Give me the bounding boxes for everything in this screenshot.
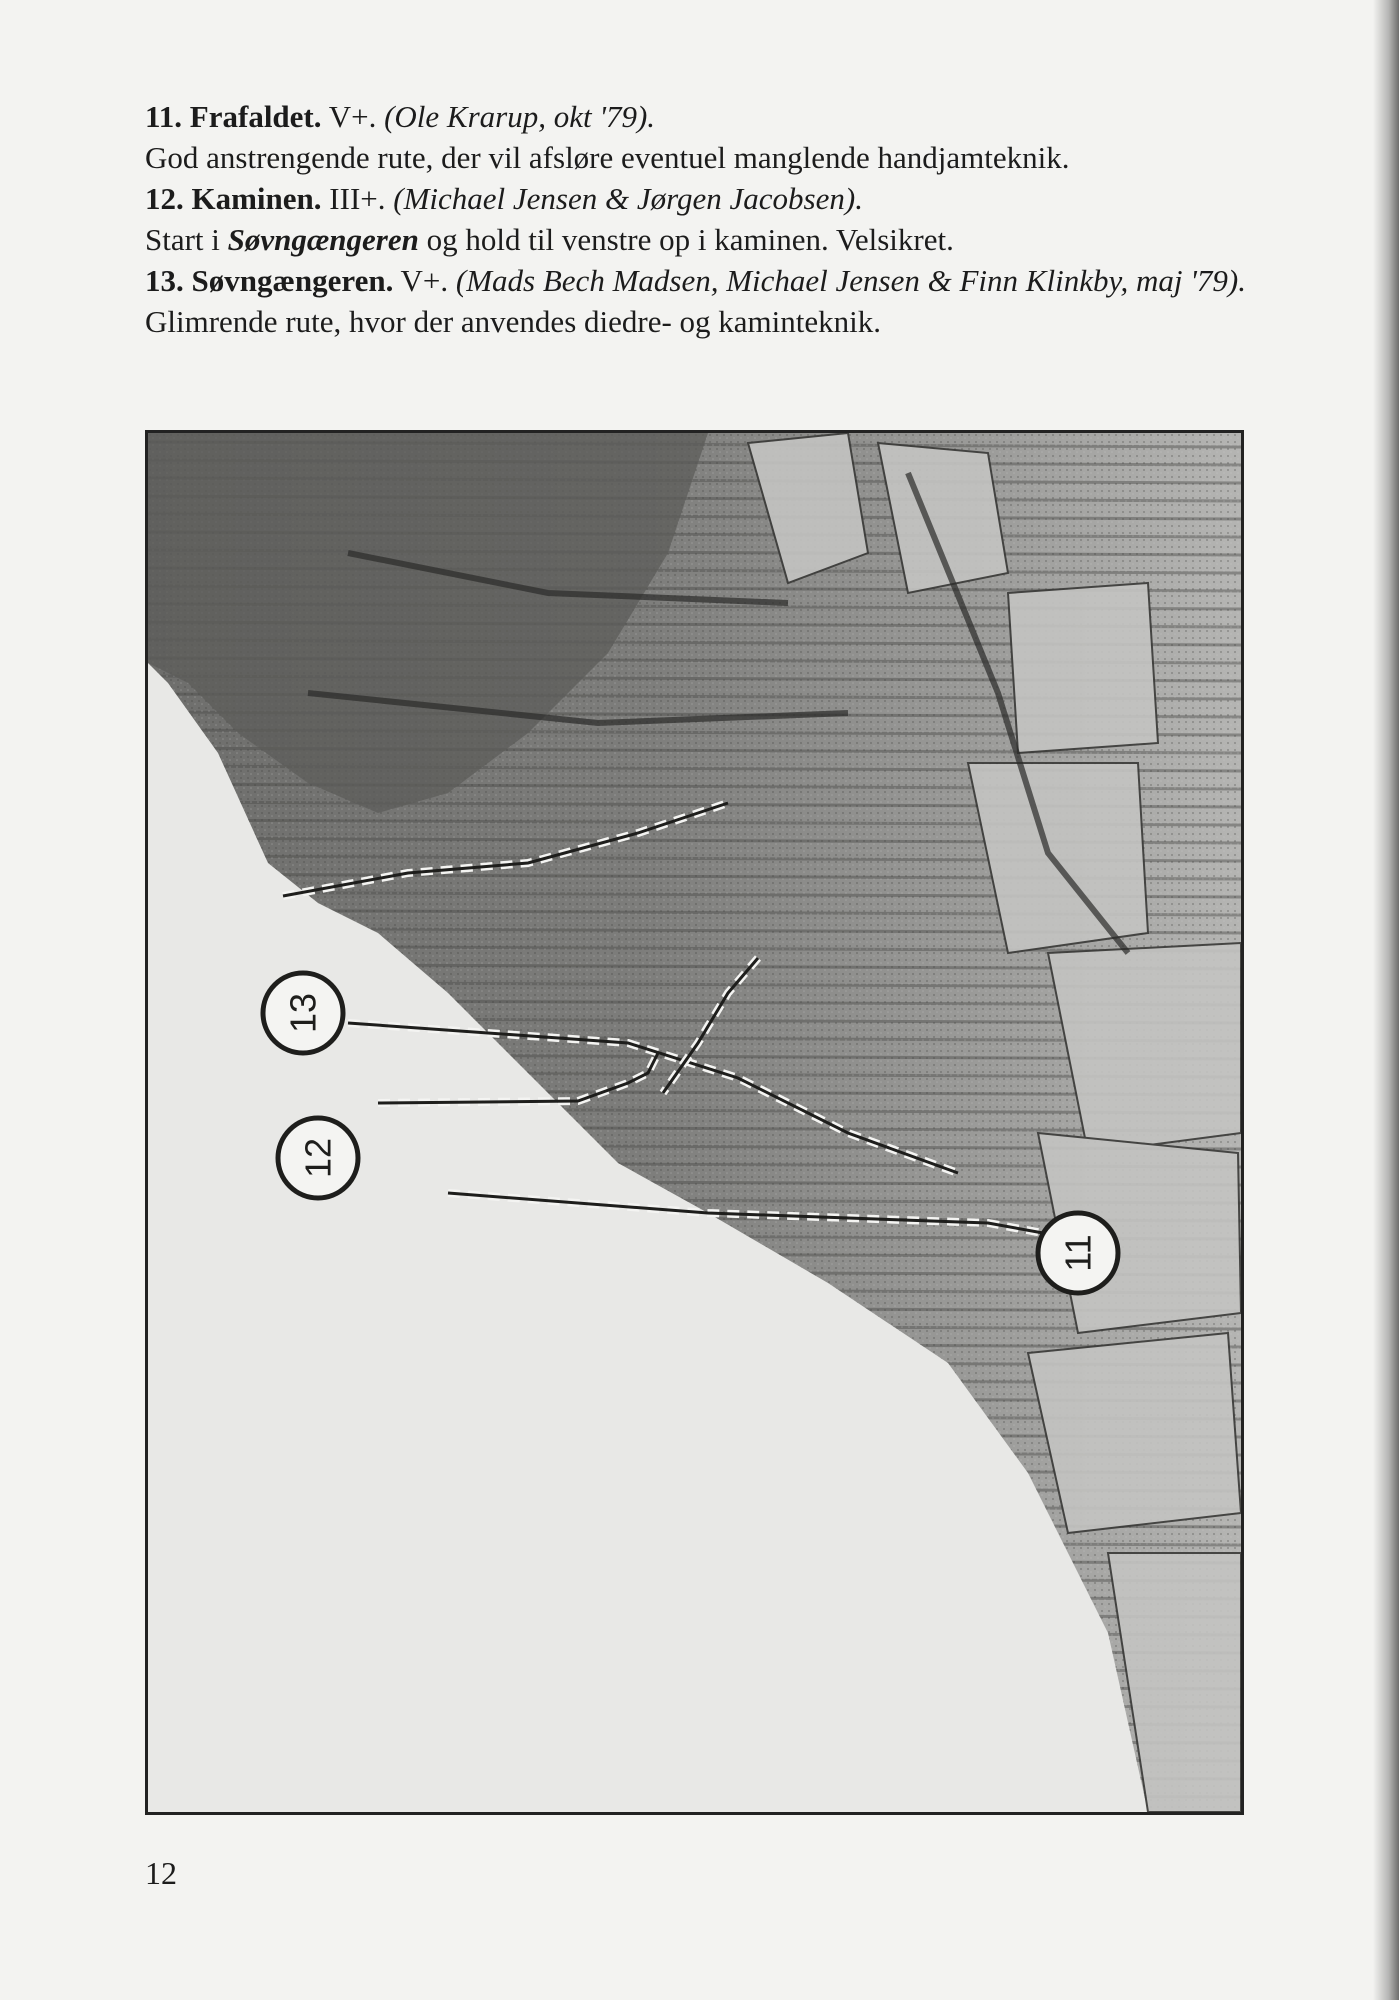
route-12-heading [145, 178, 1265, 219]
route-name: Søvngængeren. [191, 263, 394, 298]
route-marker-13 [263, 973, 343, 1053]
route-grade: V+. [400, 263, 449, 298]
route-credit: (Michael Jensen & Jørgen Jacobsen). [393, 181, 863, 216]
description-text: Start i [145, 222, 220, 257]
route-marker-label: 11 [1057, 1234, 1099, 1272]
route-11-description: God anstrengende rute, der vil afsløre eventuel manglende handjamteknik. [145, 140, 1070, 175]
route-name: Kaminen. [191, 181, 322, 216]
route-13-heading [145, 260, 1265, 301]
route-marker-label: 13 [282, 992, 324, 1034]
route-number: 12. [145, 181, 184, 216]
route-marker-11 [1038, 1213, 1118, 1293]
route-number: 13. [145, 263, 184, 298]
description-text: og hold til venstre op i kaminen. Velsikret. [426, 222, 954, 257]
cliff-photo-illustration [148, 433, 1241, 1812]
route-descriptions [145, 96, 1265, 342]
route-credit: (Mads Bech Madsen, Michael Jensen & Finn Klinkby, maj '79). [455, 263, 1246, 298]
page-number: 12 [145, 1855, 177, 1891]
cliff-route-photo [145, 430, 1244, 1815]
route-grade: V+. [328, 99, 377, 134]
route-13-description: Glimrende rute, hvor der anvendes diedre- og kaminteknik. [145, 304, 882, 339]
route-credit: (Ole Krarup, okt '79). [384, 99, 656, 134]
route-grade: III+. [329, 181, 386, 216]
page-edge-shadow [1373, 0, 1399, 2000]
route-marker-12 [278, 1118, 358, 1198]
route-marker-label: 12 [297, 1137, 339, 1179]
route-12-description [145, 219, 1265, 260]
route-11-heading [145, 96, 1265, 137]
route-number: 11. [145, 99, 183, 134]
route-reference: Søvngængeren [227, 222, 419, 257]
route-name: Frafaldet. [189, 99, 322, 134]
